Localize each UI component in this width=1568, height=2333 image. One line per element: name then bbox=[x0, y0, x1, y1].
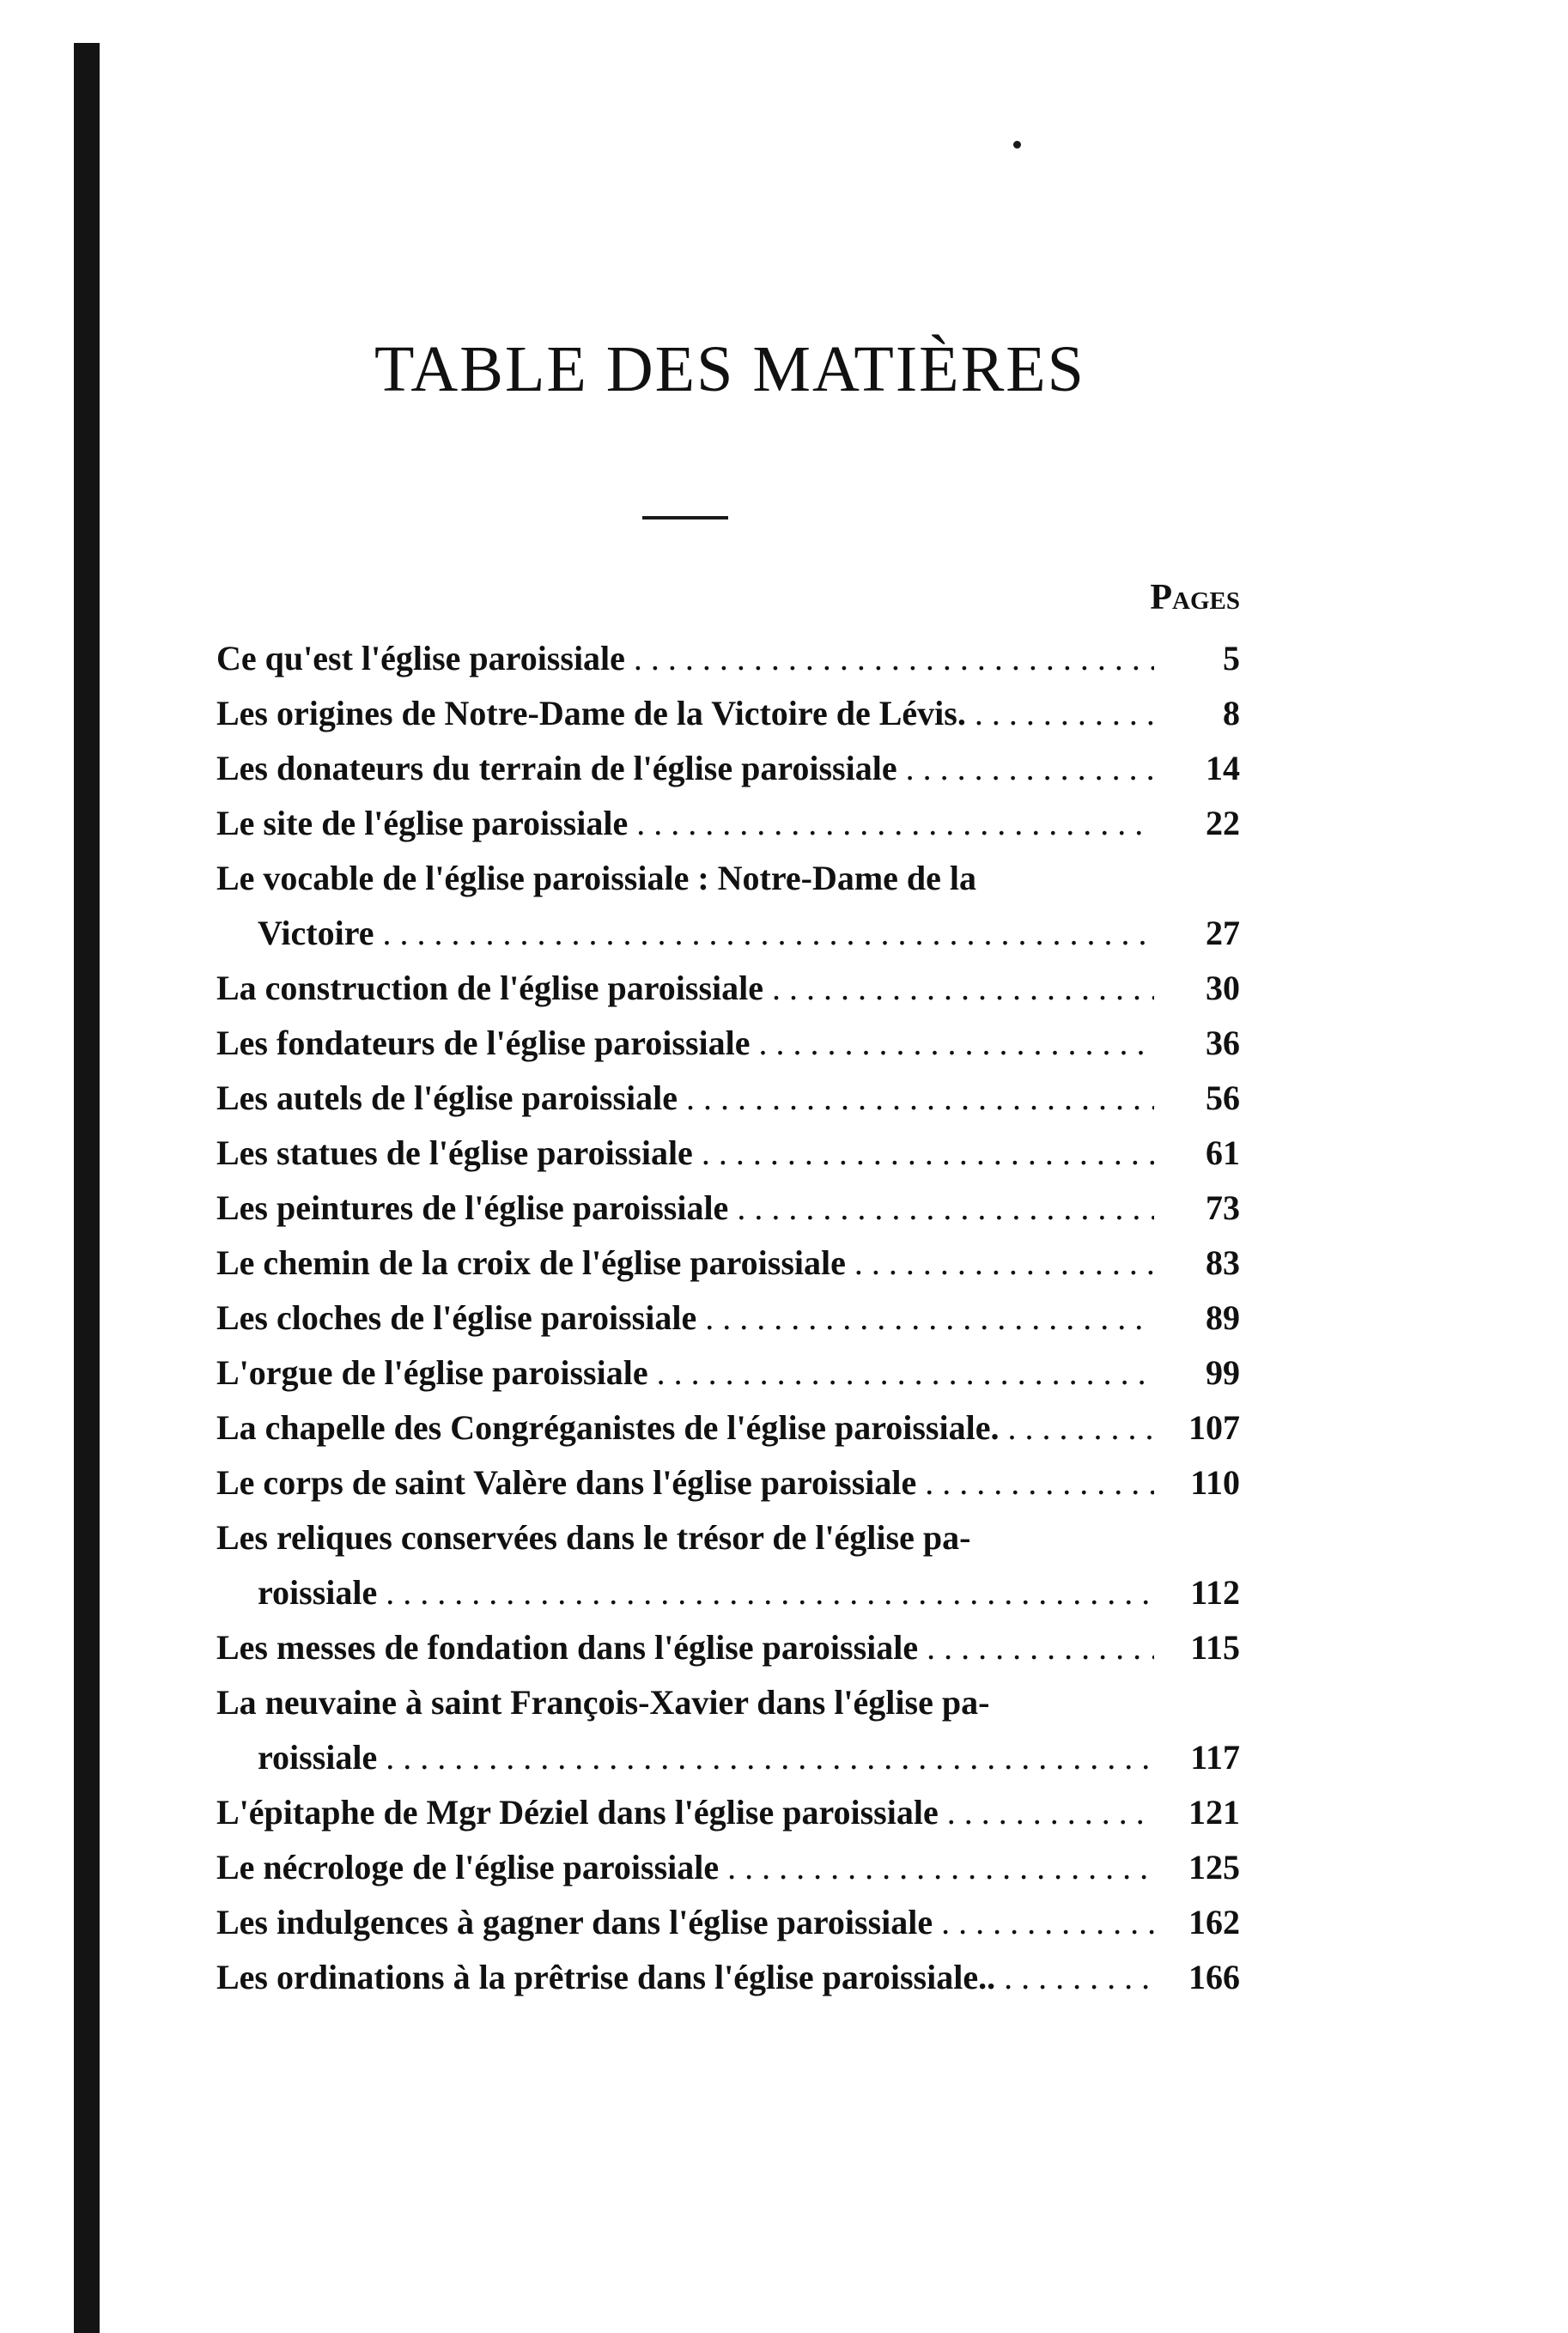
toc-entry bbox=[216, 631, 1240, 686]
toc-entry bbox=[216, 1291, 1240, 1346]
page-title: TABLE DES MATIÈRES bbox=[374, 333, 1085, 405]
toc-entry-page: 162 bbox=[1188, 1903, 1240, 1941]
toc-entry-page: 73 bbox=[1206, 1188, 1240, 1227]
toc-entry-page: 99 bbox=[1206, 1353, 1240, 1392]
toc-entry bbox=[216, 686, 1240, 741]
toc-entry-page: 166 bbox=[1188, 1958, 1240, 1996]
toc-entry bbox=[216, 1785, 1240, 1840]
toc-entry-title: Les statues de l'église paroissiale . . . bbox=[216, 1126, 1154, 1181]
toc-entry-page: 61 bbox=[1206, 1133, 1240, 1172]
toc-entry-title: Le site de l'église paroissiale . . . bbox=[216, 796, 1154, 851]
toc-entry bbox=[216, 1950, 1240, 2005]
toc-entry-page: 14 bbox=[1206, 749, 1240, 787]
toc-entry-title: La construction de l'église paroissiale . . . bbox=[216, 961, 1154, 1016]
toc-entry-title-line2: roissiale . . . bbox=[258, 1565, 1154, 1620]
toc-entry-title-line2: roissiale . . . bbox=[258, 1730, 1154, 1785]
toc-entry bbox=[216, 1346, 1240, 1400]
title-divider bbox=[642, 516, 728, 519]
toc-entry-page: 89 bbox=[1206, 1298, 1240, 1337]
toc-entry-page: 107 bbox=[1188, 1408, 1240, 1447]
toc-entry bbox=[216, 796, 1240, 851]
toc-entry-title: Les indulgences à gagner dans l'église paroissiale . . . bbox=[216, 1895, 1154, 1950]
pages-column-heading: Pages bbox=[1150, 578, 1240, 617]
toc-entry-page: 112 bbox=[1190, 1573, 1240, 1612]
toc-entry-title: Le corps de saint Valère dans l'église paroissiale . . . bbox=[216, 1455, 1154, 1510]
toc-entry-title-line1: La neuvaine à saint François-Xavier dans l'église pa- bbox=[216, 1683, 990, 1722]
toc-entry-title: Les ordinations à la prêtrise dans l'église paroissiale.. . . . bbox=[216, 1950, 1154, 2005]
toc-entry-title-line1: Le vocable de l'église paroissiale : Notre-Dame de la bbox=[216, 859, 977, 897]
toc-entry bbox=[216, 1236, 1240, 1291]
toc-entry-title: La chapelle des Congréganistes de l'église paroissiale. . . . bbox=[216, 1400, 1154, 1455]
toc-entry-title: Ce qu'est l'église paroissiale . . . bbox=[216, 631, 1154, 686]
toc-entry-page: 36 bbox=[1206, 1024, 1240, 1062]
toc-entry bbox=[216, 851, 1240, 961]
toc-entry-title: Les cloches de l'église paroissiale . . . bbox=[216, 1291, 1154, 1346]
toc-entry bbox=[216, 1620, 1240, 1675]
toc-entry-page: 115 bbox=[1190, 1628, 1240, 1667]
table-of-contents bbox=[216, 631, 1240, 2005]
toc-entry-page: 5 bbox=[1223, 639, 1240, 677]
toc-entry-title: L'orgue de l'église paroissiale . . . bbox=[216, 1346, 1154, 1400]
toc-entry-page: 117 bbox=[1190, 1738, 1240, 1777]
toc-entry-page: 110 bbox=[1190, 1463, 1240, 1502]
toc-entry bbox=[216, 1510, 1240, 1620]
toc-entry bbox=[216, 961, 1240, 1016]
toc-entry-page: 8 bbox=[1223, 694, 1240, 732]
scan-speck bbox=[1013, 141, 1021, 149]
toc-entry-page: 83 bbox=[1206, 1243, 1240, 1282]
toc-entry bbox=[216, 741, 1240, 796]
toc-entry-title: Le nécrologe de l'église paroissiale . . . bbox=[216, 1840, 1154, 1895]
toc-entry bbox=[216, 1126, 1240, 1181]
toc-entry bbox=[216, 1181, 1240, 1236]
toc-entry-title-line2: Victoire . . . bbox=[258, 906, 1154, 961]
toc-entry-page: 125 bbox=[1188, 1848, 1240, 1886]
toc-entry-title: Le chemin de la croix de l'église paroissiale . . . bbox=[216, 1236, 1154, 1291]
toc-entry bbox=[216, 1895, 1240, 1950]
toc-entry-title: Les fondateurs de l'église paroissiale . . . bbox=[216, 1016, 1154, 1071]
toc-entry-title-line1: Les reliques conservées dans le trésor de l'église pa- bbox=[216, 1518, 971, 1557]
toc-entry bbox=[216, 1455, 1240, 1510]
toc-entry-title: Les messes de fondation dans l'église paroissiale . . . bbox=[216, 1620, 1154, 1675]
toc-entry bbox=[216, 1840, 1240, 1895]
toc-entry-page: 22 bbox=[1206, 804, 1240, 842]
toc-entry-title: L'épitaphe de Mgr Déziel dans l'église paroissiale . . . bbox=[216, 1785, 1154, 1840]
toc-entry bbox=[216, 1016, 1240, 1071]
toc-entry-title: Les peintures de l'église paroissiale . . . bbox=[216, 1181, 1154, 1236]
toc-entry-page: 30 bbox=[1206, 969, 1240, 1007]
scan-binding-edge bbox=[74, 43, 100, 2333]
toc-entry-page: 27 bbox=[1206, 914, 1240, 952]
toc-entry bbox=[216, 1400, 1240, 1455]
toc-entry-page: 121 bbox=[1188, 1793, 1240, 1832]
toc-entry-title: Les donateurs du terrain de l'église paroissiale . . . bbox=[216, 741, 1154, 796]
toc-entry bbox=[216, 1071, 1240, 1126]
toc-entry bbox=[216, 1675, 1240, 1785]
toc-entry-page: 56 bbox=[1206, 1078, 1240, 1117]
toc-entry-title: Les origines de Notre-Dame de la Victoire de Lévis. . . . bbox=[216, 686, 1154, 741]
toc-entry-title: Les autels de l'église paroissiale . . . bbox=[216, 1071, 1154, 1126]
